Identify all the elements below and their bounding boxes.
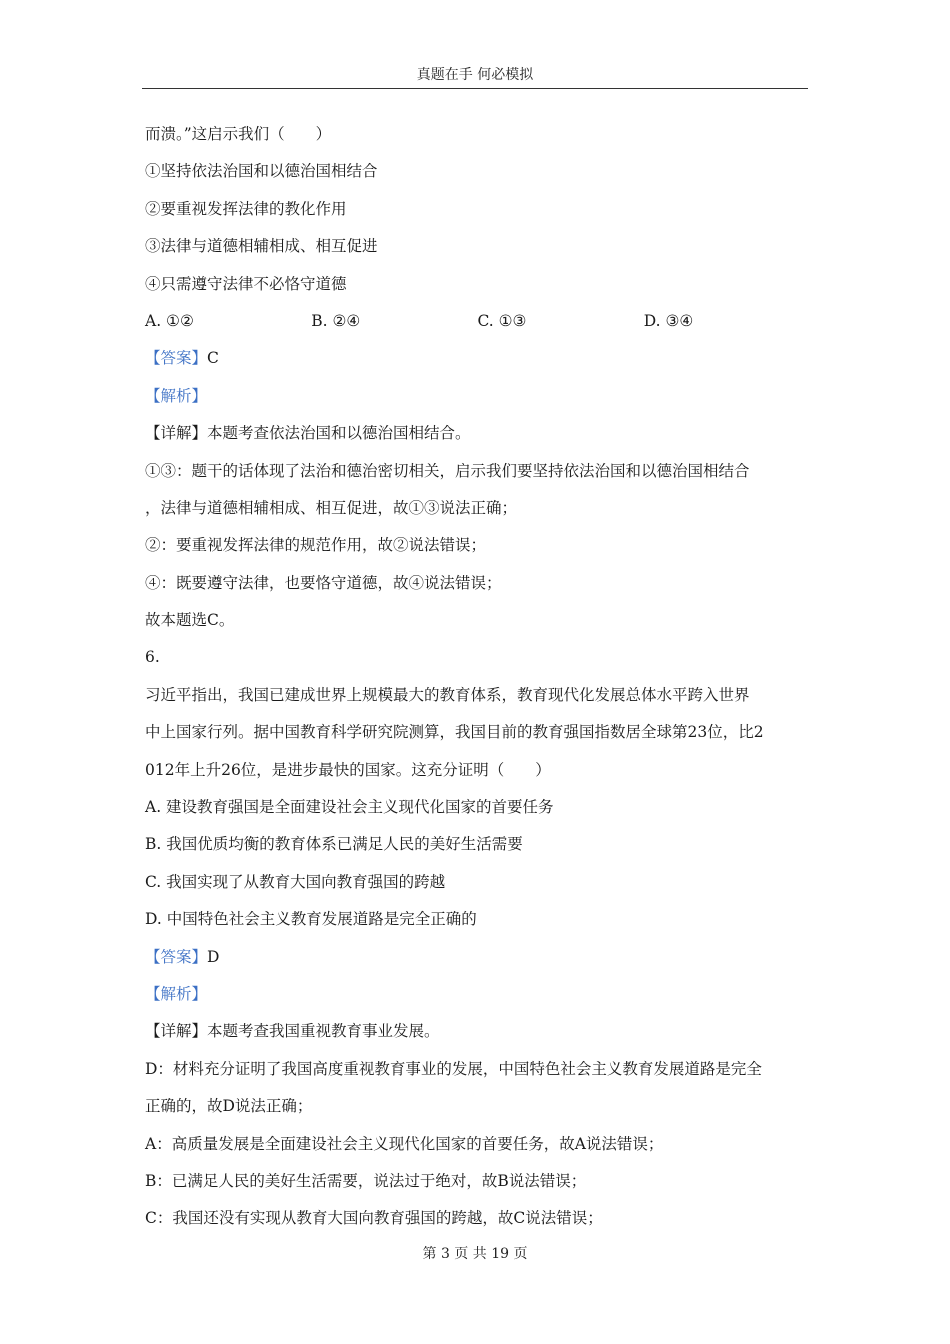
document-body — [145, 116, 810, 1238]
q6-detail — [145, 1013, 810, 1050]
q5-statement-4: ④只需遵守法律不必恪守道德 — [145, 274, 347, 293]
q6-option-a: A. 建设教育强国是全面建设社会主义现代化国家的首要任务 — [145, 798, 554, 817]
q5-stem-tail: 而溃。”这启示我们（ ） — [145, 125, 332, 143]
q5-option-c: C. ①③ — [477, 311, 527, 330]
q6-option-b: B. 我国优质均衡的教育体系已满足人民的美好生活需要 — [145, 835, 523, 854]
q6-answer-label: 【答案】 — [145, 947, 208, 966]
q5-statement-1: ①坚持依法治国和以德治国相结合 — [145, 162, 378, 181]
q5-option-a: A. ①② — [145, 311, 194, 330]
q5-explanation-2: ，法律与道德相辅相成、相互促进，故①③说法正确； — [145, 498, 518, 517]
q6-explanation-3: A：高质量发展是全面建设社会主义现代化国家的首要任务，故A说法错误； — [145, 1134, 664, 1153]
q5-detail-label: 【详解】 — [145, 424, 208, 443]
page-header: 真题在手 何必模拟 — [416, 67, 534, 83]
q5-option-b: B. ②④ — [311, 311, 361, 330]
q5-explanation-5: 故本题选C。 — [145, 611, 235, 630]
q6-option-d: D. 中国特色社会主义教育发展道路是完全正确的 — [145, 910, 477, 929]
q5-statement-2: ②要重视发挥法律的教化作用 — [145, 199, 347, 218]
page-footer: 第 3 页 共 19 页 — [422, 1246, 528, 1262]
q6-stem-line-1: 习近平指出，我国已建成世界上规模最大的教育体系，教育现代化发展总体水平跨入世界 — [145, 685, 750, 704]
q5-answer-value: C — [207, 349, 219, 368]
q6-number: 6. — [145, 648, 160, 667]
header-divider — [142, 88, 808, 89]
q5-options — [145, 303, 810, 340]
q6-answer-value: D — [207, 947, 220, 966]
q6-option-c: C. 我国实现了从教育大国向教育强国的跨越 — [145, 872, 446, 891]
q6-stem-line-3: 012年上升26位，是进步最快的国家。这充分证明（ ） — [145, 760, 551, 779]
q6-analysis-label: 【解析】 — [145, 984, 208, 1003]
q5-explanation-3: ②：要重视发挥法律的规范作用，故②说法错误； — [145, 536, 487, 555]
q5-explanation-4: ④：既要遵守法律，也要恪守道德，故④说法错误； — [145, 573, 502, 592]
q6-answer — [145, 939, 810, 976]
q6-explanation-2: 正确的，故D说法正确； — [145, 1097, 313, 1116]
q5-answer — [145, 340, 810, 377]
q5-answer-label: 【答案】 — [145, 349, 208, 368]
q6-detail-text: 本题考查我国重视教育事业发展。 — [207, 1022, 440, 1041]
q6-explanation-4: B：已满足人民的美好生活需要，说法过于绝对，故B说法错误； — [145, 1171, 587, 1190]
q5-option-d: D. ③④ — [643, 311, 694, 330]
q5-statement-3: ③法律与道德相辅相成、相互促进 — [145, 237, 378, 256]
q5-detail-text: 本题考查依法治国和以德治国相结合。 — [207, 424, 471, 443]
q6-stem-line-2: 中上国家行列。据中国教育科学研究院测算，我国目前的教育强国指数居全球第23位，比2 — [145, 723, 764, 742]
q6-detail-label: 【详解】 — [145, 1022, 208, 1041]
q5-analysis-label: 【解析】 — [145, 386, 208, 405]
q6-explanation-1: D：材料充分证明了我国高度重视教育事业的发展，中国特色社会主义教育发展道路是完全 — [145, 1059, 762, 1078]
q5-explanation-1: ①③：题干的话体现了法治和德治密切相关，启示我们要坚持依法治国和以德治国相结合 — [145, 461, 750, 480]
q5-detail — [145, 415, 810, 452]
q6-explanation-5: C：我国还没有实现从教育大国向教育强国的跨越，故C说法错误； — [145, 1209, 603, 1228]
